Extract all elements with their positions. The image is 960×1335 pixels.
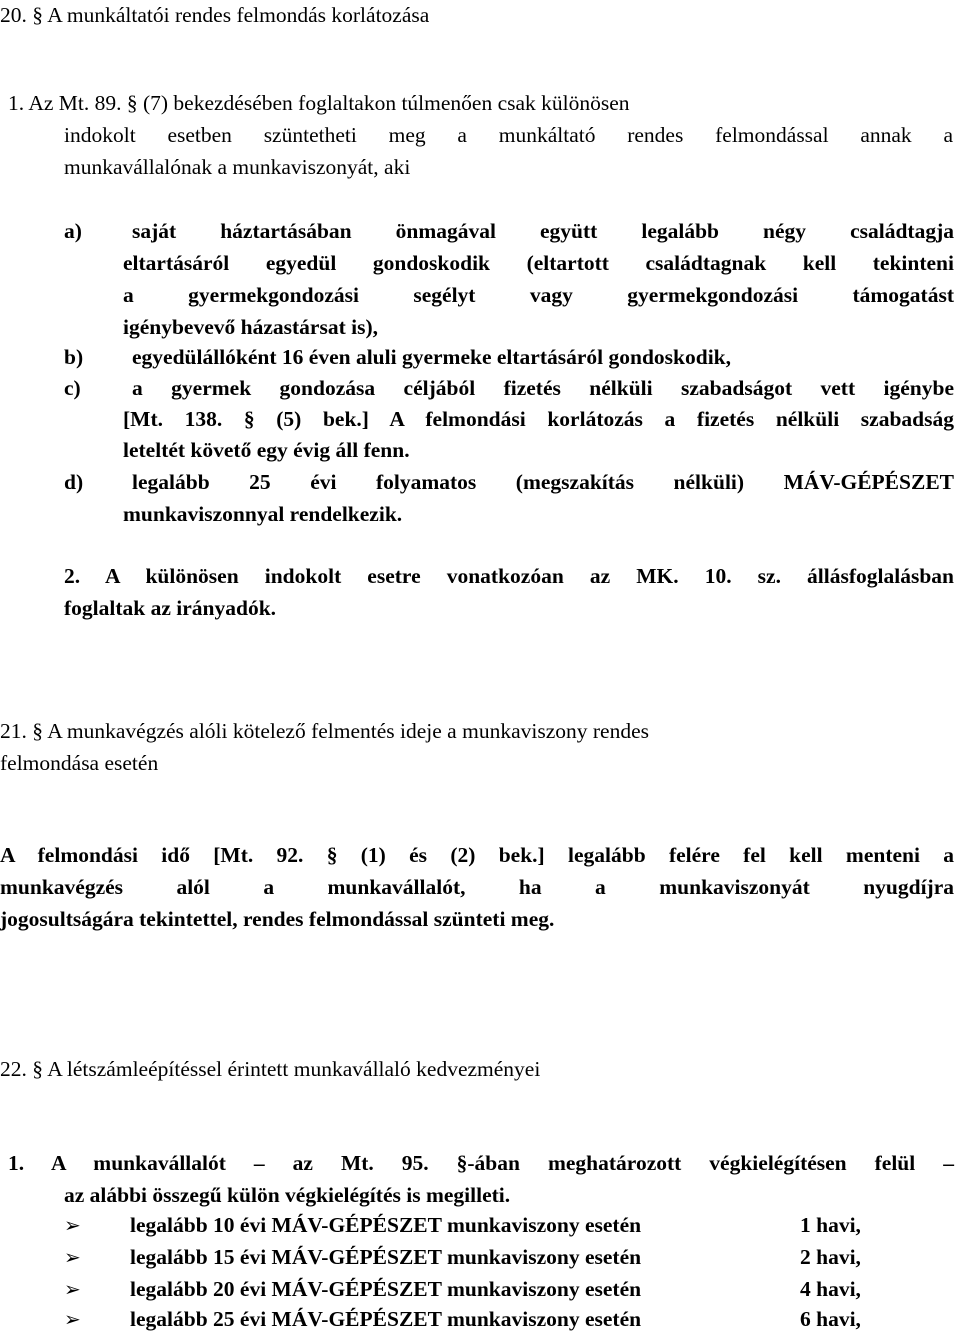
bullet-item-3-value: 4 havi, bbox=[800, 1277, 861, 1301]
bullet-item-2-value: 2 havi, bbox=[800, 1245, 861, 1269]
s20-p1-line3: munkavállalónak a munkaviszonyát, aki bbox=[64, 155, 411, 179]
s22-p1-line2: az alábbi összegű külön végkielégítés is megilleti. bbox=[64, 1183, 511, 1207]
s21-p-line3: jogosultságára tekintettel, rendes felmondással szünteti meg. bbox=[0, 907, 555, 931]
bullet-item-4-text: legalább 25 évi MÁV-GÉPÉSZET munkaviszony esetén bbox=[130, 1307, 642, 1331]
item-a-line3: a gyermekgondozási segélyt vagy gyermekgondozási támogatást bbox=[123, 283, 954, 307]
bullet-item-1-value: 1 havi, bbox=[800, 1213, 861, 1237]
arrow-bullet-icon: ➢ bbox=[64, 1307, 81, 1331]
bullet-item-3-text: legalább 20 évi MÁV-GÉPÉSZET munkaviszony esetén bbox=[130, 1277, 642, 1301]
item-a-line4: igénybevevő házastársat is), bbox=[123, 315, 378, 339]
item-c-marker: c) bbox=[64, 376, 81, 400]
bullet-item-2-text: legalább 15 évi MÁV-GÉPÉSZET munkaviszony esetén bbox=[130, 1245, 642, 1269]
s22-p1-line1: 1. A munkavállalót – az Mt. 95. §-ában meghatározott végkielégítésen felül – bbox=[8, 1151, 954, 1175]
section-20-heading: 20. § A munkáltatói rendes felmondás korlátozása bbox=[0, 3, 430, 27]
bullet-item-4-value: 6 havi, bbox=[800, 1307, 861, 1331]
item-d-line2: munkaviszonnyal rendelkezik. bbox=[123, 502, 403, 526]
s20-p2-line1: 2. A különösen indokolt esetre vonatkozóan az MK. 10. sz. állásfoglalásban bbox=[64, 564, 954, 588]
item-c-line1: a gyermek gondozása céljából fizetés nélküli szabadságot vett igénybe bbox=[132, 376, 954, 400]
item-a-line1: saját háztartásában önmagával együtt legalább négy családtagja bbox=[132, 219, 954, 243]
s21-p-line2: munkavégzés alól a munkavállalót, ha a munkaviszonyát nyugdíjra bbox=[0, 875, 954, 899]
item-a-line2: eltartásáról egyedül gondoskodik (eltartott családtagnak kell tekinteni bbox=[123, 251, 954, 275]
item-c-line2: [Mt. 138. § (5) bek.] A felmondási korlátozás a fizetés nélküli szabadság bbox=[123, 407, 954, 431]
section-21-heading-line2: felmondása esetén bbox=[0, 751, 159, 775]
section-22-heading: 22. § A létszámleépítéssel érintett munkavállaló kedvezményei bbox=[0, 1057, 541, 1081]
arrow-bullet-icon: ➢ bbox=[64, 1245, 81, 1269]
arrow-bullet-icon: ➢ bbox=[64, 1213, 81, 1237]
section-21-heading-line1: 21. § A munkavégzés alóli kötelező felmentés ideje a munkaviszony rendes bbox=[0, 719, 649, 743]
item-b-line1: egyedülállóként 16 éven aluli gyermeke eltartásáról gondoskodik, bbox=[132, 345, 732, 369]
s20-p2-line2: foglaltak az irányadók. bbox=[64, 596, 277, 620]
s21-p-line1: A felmondási idő [Mt. 92. § (1) és (2) bek.] legalább felére fel kell menteni a bbox=[0, 843, 954, 867]
s20-p1-line2: indokolt esetben szüntetheti meg a munkáltató rendes felmondással annak a bbox=[64, 123, 953, 147]
s20-p1-line1: 1. Az Mt. 89. § (7) bekezdésében foglaltakon túlmenően csak különösen bbox=[8, 91, 630, 115]
item-d-line1: legalább 25 évi folyamatos (megszakítás nélküli) MÁV-GÉPÉSZET bbox=[132, 470, 954, 494]
item-a-marker: a) bbox=[64, 219, 82, 243]
arrow-bullet-icon: ➢ bbox=[64, 1277, 81, 1301]
item-d-marker: d) bbox=[64, 470, 84, 494]
bullet-item-1-text: legalább 10 évi MÁV-GÉPÉSZET munkaviszony esetén bbox=[130, 1213, 642, 1237]
item-b-marker: b) bbox=[64, 345, 84, 369]
item-c-line3: leteltét követő egy évig áll fenn. bbox=[123, 438, 410, 462]
